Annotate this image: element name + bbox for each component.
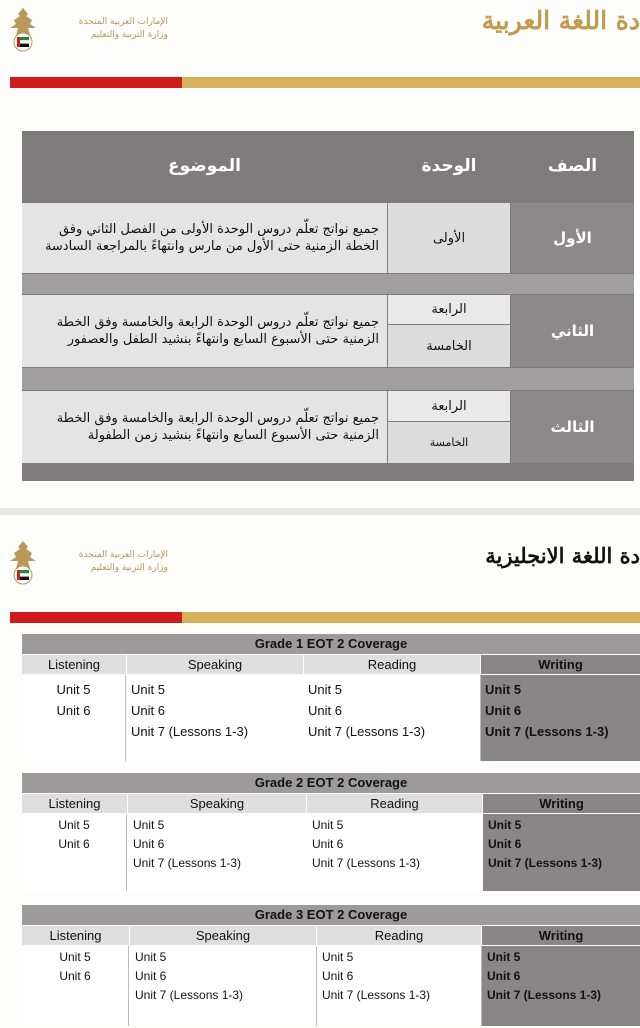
list-item: Unit 7 (Lessons 1-3) <box>135 988 244 1002</box>
col-header-speaking: Speaking <box>127 655 303 674</box>
col-header-reading: Reading <box>317 926 481 945</box>
row1-topic: جميع نواتج تعلّم دروس الوحدة الأولى من الفصل الثاني وفق الخطة الزمنية حتى الأول من مارس وانتهاءً بالمراجعة السادسة <box>22 203 387 273</box>
row1-unit: الأولى <box>388 203 510 273</box>
speaking-cell <box>130 946 317 1026</box>
list-item: Unit 5 <box>59 950 91 964</box>
list-item: Unit 5 <box>308 682 342 697</box>
col-header-reading: Reading <box>304 655 480 674</box>
list-item: Unit 5 <box>135 950 167 964</box>
list-item: Unit 5 <box>133 818 165 832</box>
row3-grade: الثالث <box>511 391 634 463</box>
list-item: Unit 7 (Lessons 1-3) <box>312 856 421 870</box>
list-item: Unit 5 <box>58 818 90 832</box>
english-slide-title: دة اللغة الانجليزية <box>485 543 640 568</box>
arabic-slide <box>0 0 640 508</box>
reading-cell <box>304 675 481 761</box>
speaking-cell <box>127 675 305 761</box>
list-item: Unit 6 <box>308 703 342 718</box>
red-divider-bar <box>10 612 182 623</box>
table-title: Grade 1 EOT 2 Coverage <box>22 634 640 654</box>
row2-unit-b: الخامسة <box>388 325 510 367</box>
list-item: Unit 7 (Lessons 1-3) <box>485 724 609 739</box>
row1-grade: الأول <box>511 203 634 273</box>
arabic-coverage-table <box>22 131 634 481</box>
row2-unit-a: الرابعة <box>388 295 510 324</box>
header-grade: الصف <box>547 156 598 176</box>
list-item: Unit 5 <box>487 950 521 964</box>
row2-topic: جميع نواتج تعلّم دروس الوحدة الرابعة والخامسة وفق الخطة الزمنية حتى الأسبوع السابع وانتهاءً بنشيد الطفل والعصفور <box>22 295 387 367</box>
uae-falcon-emblem-icon <box>8 539 38 589</box>
arabic-slide-title: دة اللغة العربية <box>481 6 640 35</box>
uae-falcon-emblem-icon <box>8 6 38 56</box>
grade2-coverage-table <box>22 773 640 893</box>
list-item: Unit 6 <box>322 969 354 983</box>
col-header-writing: Writing <box>483 794 640 813</box>
writing-cell <box>482 946 640 1026</box>
list-item: Unit 5 <box>488 818 522 832</box>
row2-grade: الثاني <box>511 295 634 367</box>
red-divider-bar <box>10 77 182 88</box>
list-item: Unit 6 <box>488 837 522 851</box>
list-item: Unit 6 <box>312 837 344 851</box>
list-item: Unit 7 (Lessons 1-3) <box>322 988 431 1002</box>
list-item: Unit 5 <box>485 682 522 697</box>
english-slide <box>0 515 640 1028</box>
reading-cell <box>317 946 482 1026</box>
listening-cell <box>22 946 129 1026</box>
list-item: Unit 6 <box>485 703 522 718</box>
list-item: Unit 7 (Lessons 1-3) <box>488 856 603 870</box>
list-item: Unit 7 (Lessons 1-3) <box>133 856 242 870</box>
grade1-coverage-table <box>22 634 640 760</box>
writing-cell <box>481 675 640 761</box>
reading-cell <box>307 814 484 891</box>
ministry-logo <box>8 539 168 591</box>
col-header-reading: Reading <box>307 794 482 813</box>
list-item: Unit 7 (Lessons 1-3) <box>487 988 602 1002</box>
list-item: Unit 6 <box>487 969 521 983</box>
listening-cell <box>22 675 126 761</box>
list-item: Unit 5 <box>322 950 354 964</box>
table-title: Grade 2 EOT 2 Coverage <box>22 773 640 793</box>
list-item: Unit 6 <box>58 837 90 851</box>
list-item: Unit 7 (Lessons 1-3) <box>131 724 249 739</box>
writing-cell <box>483 814 640 891</box>
ministry-line-1: الإمارات العربية المتحدة <box>78 550 168 560</box>
col-header-listening: Listening <box>22 655 126 674</box>
list-item: Unit 6 <box>135 969 167 983</box>
speaking-cell <box>128 814 308 891</box>
ministry-logo <box>8 6 168 58</box>
ministry-line-2: وزارة التربية والتعليم <box>90 30 168 40</box>
header-unit: الوحدة <box>421 156 477 176</box>
col-header-writing: Writing <box>481 655 640 674</box>
list-item: Unit 6 <box>131 703 165 718</box>
ministry-line-1: الإمارات العربية المتحدة <box>78 17 168 27</box>
row3-topic: جميع نواتج تعلّم دروس الوحدة الرابعة والخامسة وفق الخطة الزمنية حتى الأسبوع السابع وانتهاءً بنشيد زمن الطفولة <box>22 391 387 463</box>
grade3-coverage-table <box>22 905 640 1028</box>
row-separator <box>22 274 634 294</box>
list-item: Unit 5 <box>131 682 165 697</box>
slide-gap <box>0 508 640 515</box>
list-item: Unit 7 (Lessons 1-3) <box>308 724 426 739</box>
gold-divider-bar <box>182 77 640 88</box>
col-header-writing: Writing <box>482 926 640 945</box>
list-item: Unit 5 <box>56 682 91 697</box>
col-header-listening: Listening <box>22 926 129 945</box>
table-title: Grade 3 EOT 2 Coverage <box>22 905 640 925</box>
col-header-speaking: Speaking <box>128 794 306 813</box>
list-item: Unit 6 <box>56 703 91 718</box>
header-topic: الموضوع <box>168 156 241 176</box>
col-header-listening: Listening <box>22 794 127 813</box>
col-header-speaking: Speaking <box>130 926 316 945</box>
list-item: Unit 6 <box>59 969 91 983</box>
row-separator <box>22 368 634 390</box>
row3-unit-a: الرابعة <box>388 391 510 421</box>
list-item: Unit 6 <box>133 837 165 851</box>
listening-cell <box>22 814 127 891</box>
gold-divider-bar <box>182 612 640 623</box>
row3-unit-b: الخامسة <box>388 422 510 463</box>
ministry-line-2: وزارة التربية والتعليم <box>90 563 168 573</box>
list-item: Unit 5 <box>312 818 344 832</box>
